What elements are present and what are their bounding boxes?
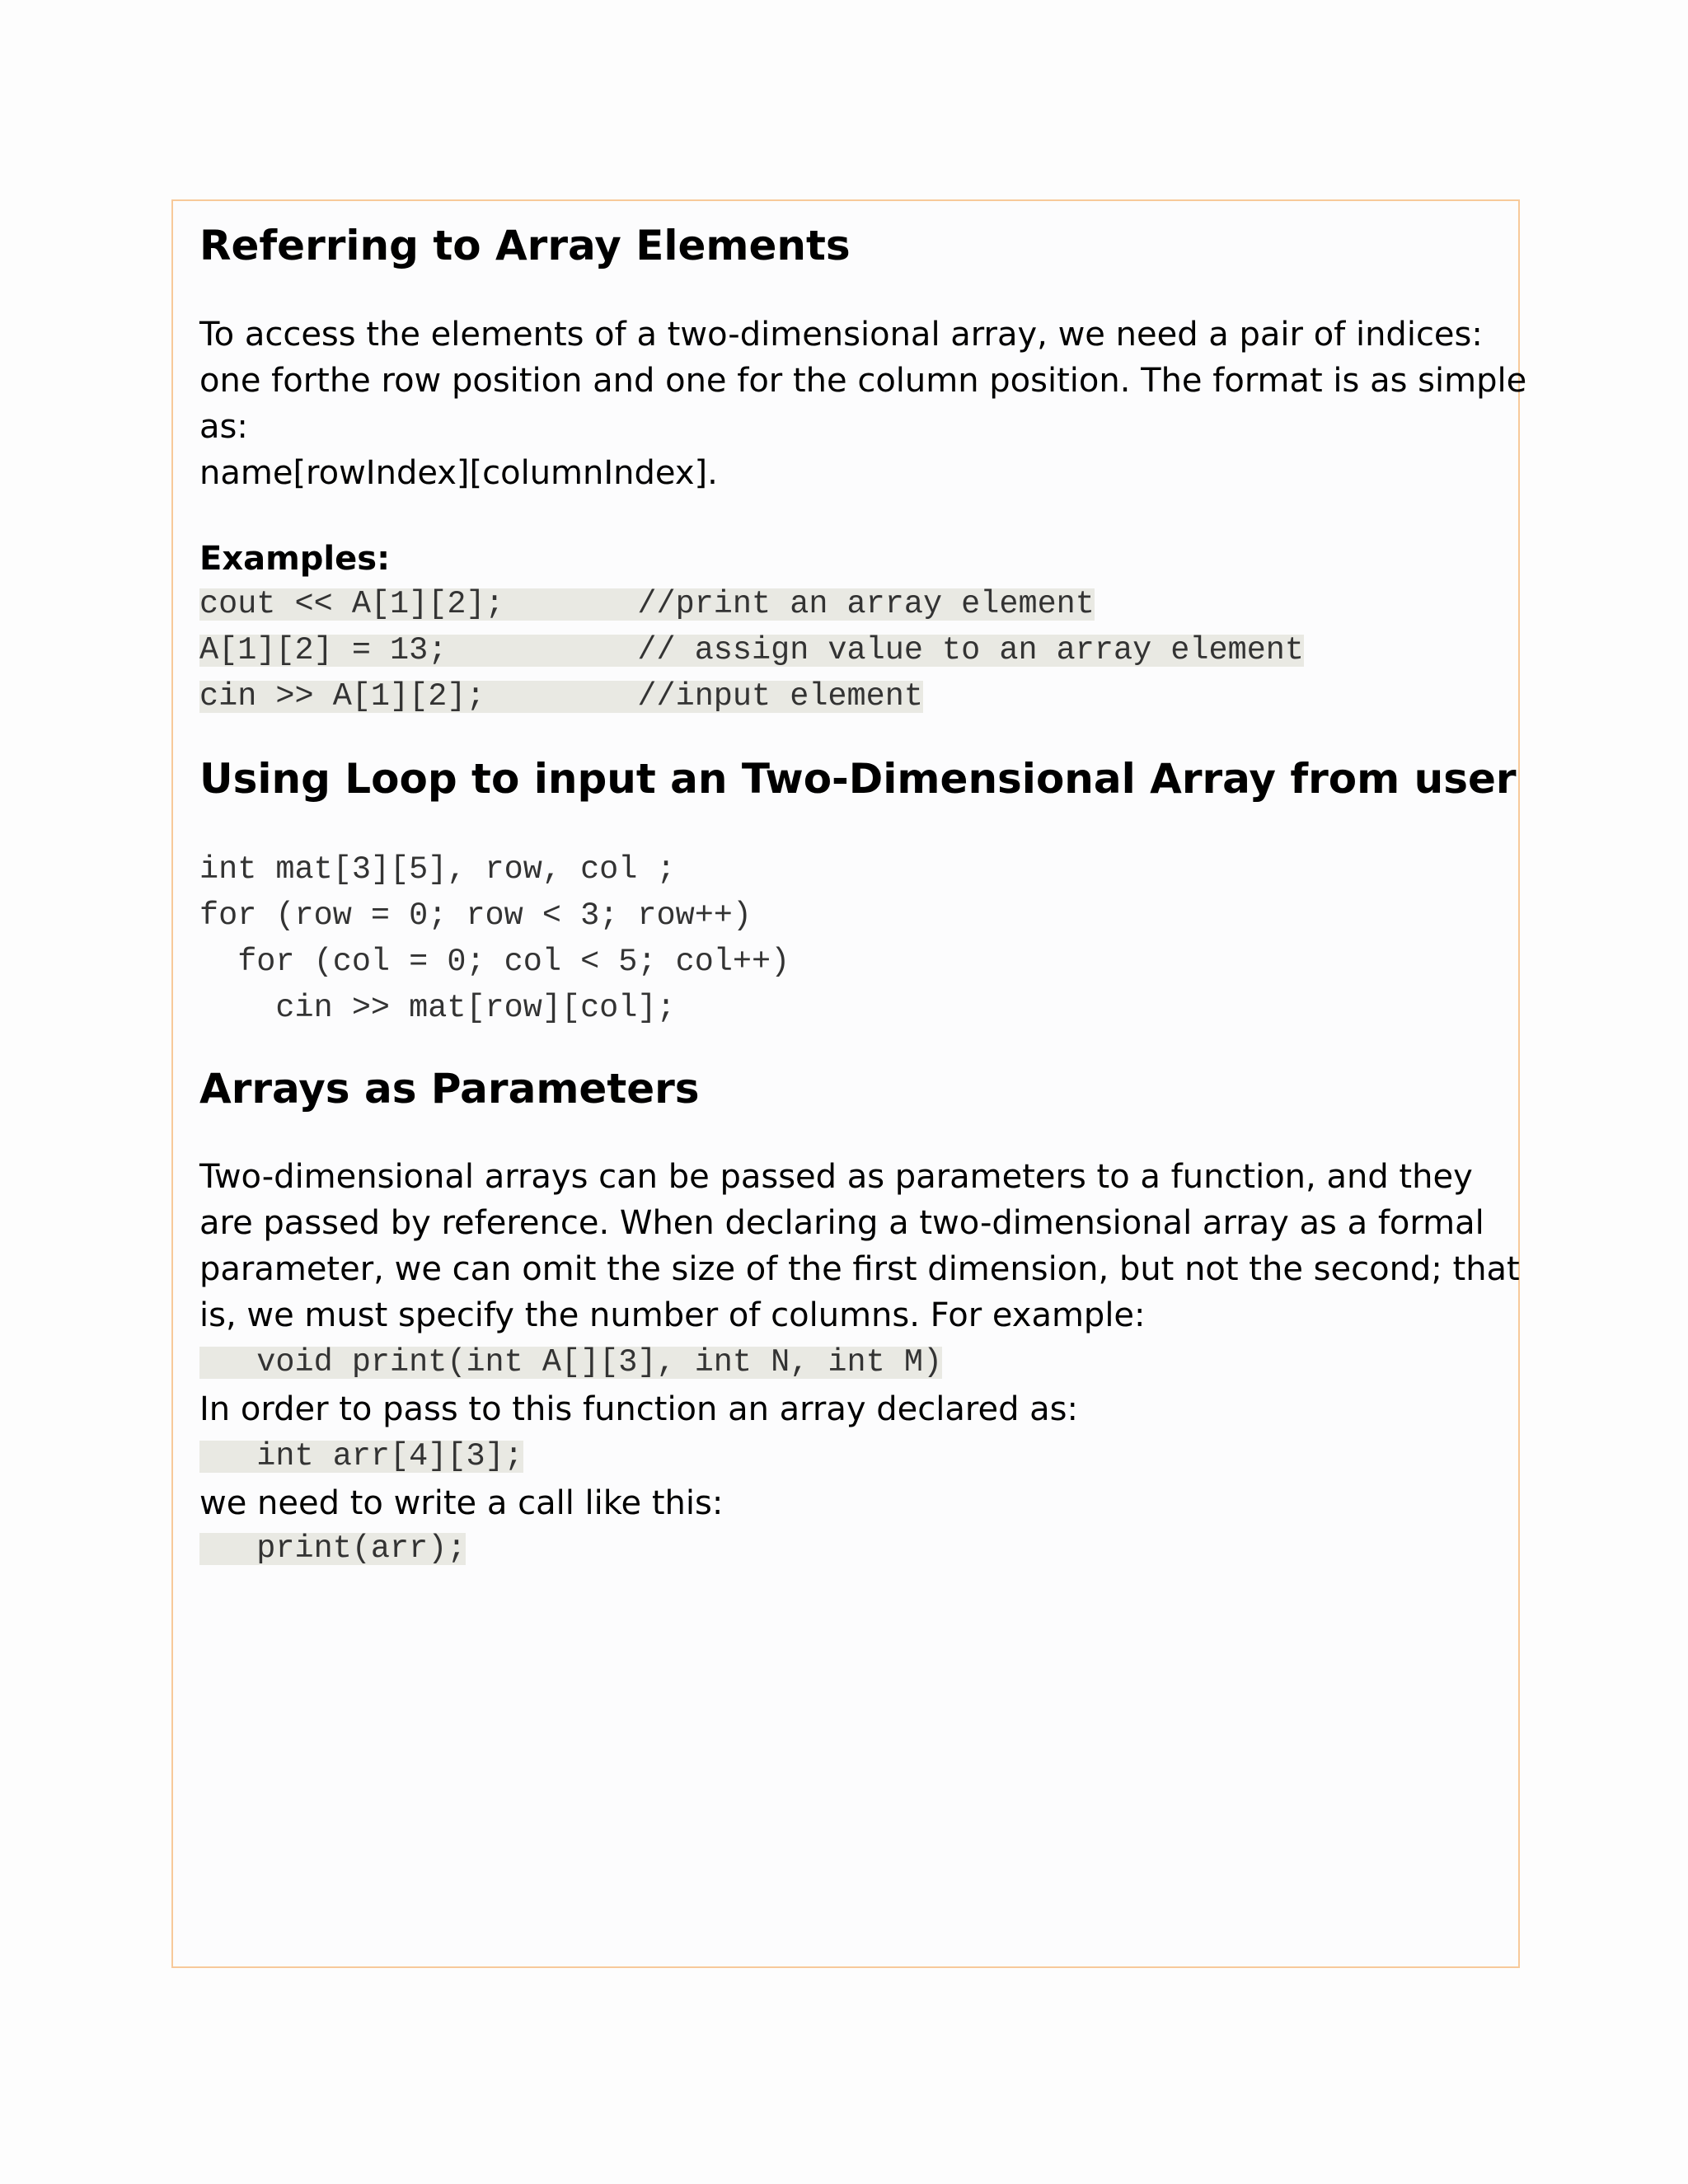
heading-using-loop: Using Loop to input an Two-Dimensional Array from user — [199, 755, 1517, 803]
paragraph-line: as: — [199, 408, 248, 446]
paragraph-line: we need to write a call like this: — [199, 1484, 724, 1522]
paragraph-line: In order to pass to this function an array declared as: — [199, 1390, 1078, 1428]
paragraph-line: parameter, we can omit the size of the first dimension, but not the second; that — [199, 1250, 1520, 1288]
examples-label: Examples: — [199, 540, 391, 578]
paragraph-line: name[rowIndex][columnIndex]. — [199, 454, 718, 492]
paragraph-line: one forthe row position and one for the column position. The format is as simple — [199, 362, 1527, 400]
example-code-line: A[1][2] = 13; // assign value to an array element — [199, 632, 1305, 668]
heading-arrays-as-parameters: Arrays as Parameters — [199, 1065, 700, 1113]
loop-code-line: cin >> mat[row][col]; — [199, 990, 676, 1026]
code-function-signature: void print(int A[][3], int N, int M) — [199, 1344, 943, 1380]
paragraph-line: To access the elements of a two-dimensional array, we need a pair of indices: — [199, 316, 1483, 354]
paragraph-line: is, we must specify the number of columns. For example: — [199, 1296, 1146, 1334]
example-code-line: cout << A[1][2]; //print an array element — [199, 586, 1095, 622]
loop-code-line: int mat[3][5], row, col ; — [199, 851, 676, 888]
loop-code-line: for (col = 0; col < 5; col++) — [199, 944, 790, 980]
loop-code-line: for (row = 0; row < 3; row++) — [199, 898, 753, 934]
paragraph-line: are passed by reference. When declaring a two-dimensional array as a formal — [199, 1204, 1484, 1242]
code-array-declaration: int arr[4][3]; — [199, 1438, 523, 1474]
example-code-line: cin >> A[1][2]; //input element — [199, 678, 923, 715]
heading-referring-array-elements: Referring to Array Elements — [199, 222, 851, 269]
paragraph-line: Two-dimensional arrays can be passed as parameters to a function, and they — [199, 1158, 1473, 1196]
code-function-call: print(arr); — [199, 1530, 467, 1567]
